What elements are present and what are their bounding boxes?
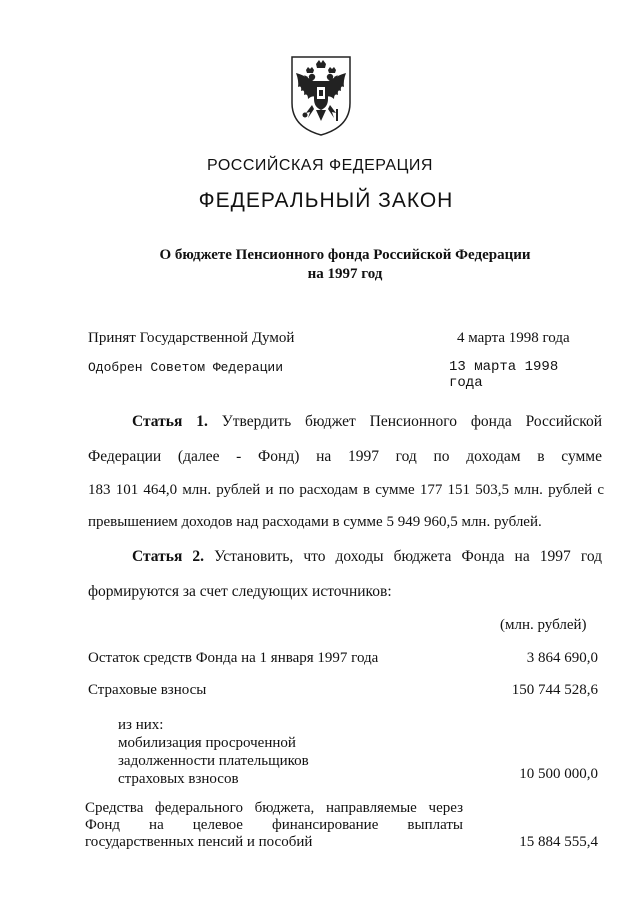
adoption-row: [88, 330, 588, 347]
adopted-date: 4 марта 1998 года: [457, 330, 570, 346]
article-1-line-4: превышением доходов над расходами в сумме 5 949 960,5 млн. рублей.: [88, 514, 542, 530]
article-2-text-1: Установить, что доходы бюджета Фонда на 1997 год: [214, 548, 603, 565]
contributions-label: Страховые взносы: [88, 682, 207, 698]
country-heading: РОССИЙСКАЯ ФЕДЕРАЦИЯ: [207, 157, 433, 174]
unit-label: (млн. рублей): [500, 617, 587, 633]
document-title: [0, 246, 640, 284]
federal-line-1: Средства федерального бюджета, направляемые через: [85, 800, 463, 816]
federal-line-2: Фонд на целевое финансирование выплаты: [85, 817, 463, 833]
contributions-value: 150 744 528,6: [511, 682, 598, 698]
sub-line-1: мобилизация просроченной: [118, 735, 296, 751]
article-1-line-3: 183 101 464,0 млн. рублей и по расходам в сумме 177 151 503,5 млн. рублей с: [88, 482, 604, 498]
article-1-line-1: [132, 413, 602, 431]
article-2-line-1: [132, 548, 602, 566]
title-line-1: О бюджете Пенсионного фонда Российской Федерации: [159, 247, 531, 263]
contributions-row: [88, 682, 598, 699]
adopted-label: Принят Государственной Думой: [88, 330, 295, 346]
sub-line-3: страховых взносов: [118, 771, 239, 787]
russian-coat-of-arms-icon: [290, 55, 352, 137]
article-2-line-2: формируются за счет следующих источников:: [88, 583, 392, 600]
balance-label: Остаток средств Фонда на 1 января 1997 года: [88, 650, 379, 666]
federal-line-3: государственных пенсий и пособий: [85, 834, 313, 850]
federal-funds-item: [85, 800, 463, 851]
sub-value: 10 500 000,0: [519, 766, 598, 782]
article-1-line-2: Федерации (далее - Фонд) на 1997 год по доходам в сумме: [88, 448, 602, 465]
approved-date: 13 марта 1998 года: [449, 359, 559, 391]
sub-item: [118, 716, 309, 788]
article-2-heading: Статья 2.: [132, 548, 205, 565]
title-line-2: на 1997 год: [307, 266, 383, 282]
article-1-heading: Статья 1.: [132, 413, 208, 430]
document-type-heading: ФЕДЕРАЛЬНЫЙ ЗАКОН: [198, 189, 454, 212]
federal-value: 15 884 555,4: [519, 834, 598, 850]
balance-row: [88, 650, 598, 667]
sub-line-2: задолженности плательщиков: [118, 753, 309, 769]
sub-intro: из них:: [118, 717, 164, 733]
approval-row: [88, 359, 588, 391]
approved-label: Одобрен Советом Федерации: [88, 360, 284, 375]
balance-value: 3 864 690,0: [526, 650, 598, 666]
article-1-text-1: Утвердить бюджет Пенсионного фонда Российской: [221, 413, 602, 430]
